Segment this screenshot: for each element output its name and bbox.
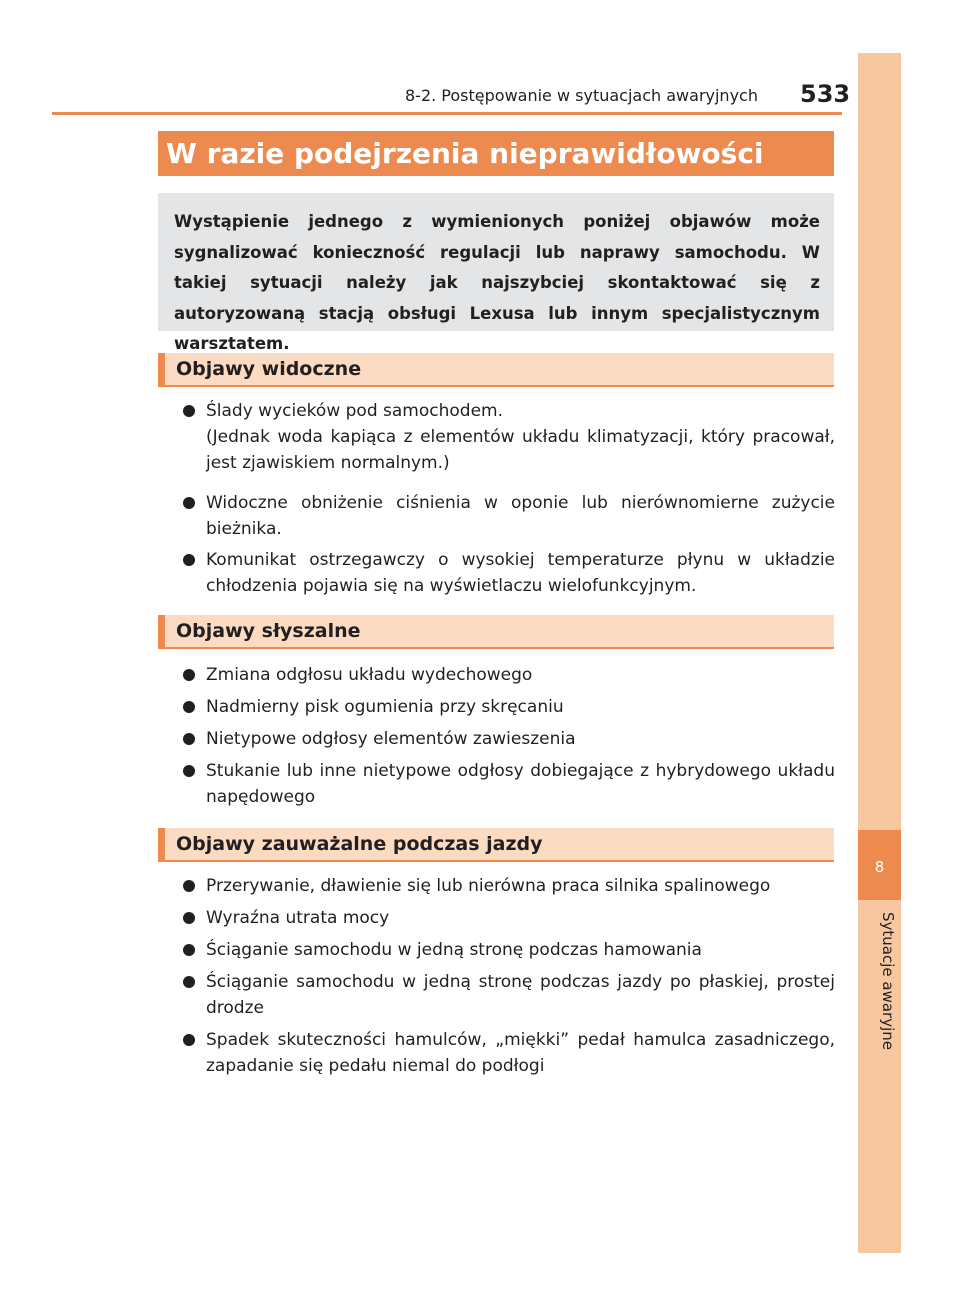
list-item-text: Ściąganie samochodu w jedną stronę podczas hamowania [206, 940, 702, 960]
list-item-text: Stukanie lub inne nietypowe odgłosy dobiegające z hybrydowego układu napędowego [206, 761, 835, 807]
bullet-icon [183, 880, 195, 892]
section-accent-bar [158, 615, 165, 647]
section-header-driving [158, 828, 834, 862]
list-item-text: Spadek skuteczności hamulców, „miękki” pedał hamulca zasadniczego, zapadanie się pedału niemal do podłogi [206, 1030, 835, 1076]
section-heading: Objawy widoczne [176, 358, 362, 380]
bullet-icon [183, 765, 195, 777]
bullet-icon [183, 554, 195, 566]
chapter-number: 8 [874, 858, 885, 876]
list-item [183, 1027, 835, 1079]
section-accent-bar [158, 353, 165, 385]
list-item-text: Komunikat ostrzegawczy o wysokiej temperaturze płynu w układzie chłodzenia pojawia się na wyświetlaczu wielofunkcyjnym. [206, 550, 835, 596]
list-item-text: Zmiana odgłosu układu wydechowego [206, 665, 533, 685]
list-item-note: (Jednak woda kapiąca z elementów układu klimatyzacji, który pracował, jest zjawiskiem normalnym.) [206, 427, 835, 473]
running-header: 8-2. Postępowanie w sytuacjach awaryjnych [405, 86, 758, 105]
list-item [183, 937, 835, 963]
bullet-icon [183, 701, 195, 713]
list-item [183, 905, 835, 931]
list-item [183, 873, 835, 899]
bullet-icon [183, 976, 195, 988]
list-item-text: Widoczne obniżenie ciśnienia w oponie lub nierównomierne zużycie bieżnika. [206, 493, 835, 539]
section-header-audible [158, 615, 834, 649]
list-item [183, 547, 835, 599]
page-title: W razie podejrzenia nieprawidłowości [158, 131, 834, 176]
section-heading: Objawy słyszalne [176, 620, 361, 642]
bullet-icon [183, 1034, 195, 1046]
section-accent-bar [158, 828, 165, 860]
chapter-label: Sytuacje awaryjne [879, 912, 897, 1050]
list-item [183, 662, 835, 688]
list-item [183, 726, 835, 752]
bullet-icon [183, 912, 195, 924]
list-item-text: Wyraźna utrata mocy [206, 908, 390, 928]
bullet-icon [183, 669, 195, 681]
list-item [183, 969, 835, 1021]
list-item-text: Nadmierny pisk ogumienia przy skręcaniu [206, 697, 564, 717]
bullet-icon [183, 944, 195, 956]
bullet-icon [183, 733, 195, 745]
list-item-text: Nietypowe odgłosy elementów zawieszenia [206, 729, 576, 749]
list-item [183, 490, 835, 542]
header-divider [52, 112, 842, 115]
section-heading: Objawy zauważalne podczas jazdy [176, 833, 543, 855]
list-item-text: Ślady wycieków pod samochodem. [206, 401, 503, 421]
page-number: 533 [800, 80, 851, 108]
chapter-number-tab[interactable] [858, 830, 901, 900]
bullet-icon [183, 497, 195, 509]
section-header-visible [158, 353, 834, 387]
list-item-text: Ściąganie samochodu w jedną stronę podczas jazdy po płaskiej, prostej drodze [206, 972, 835, 1018]
list-item [183, 758, 835, 810]
intro-text: Wystąpienie jednego z wymienionych poniżej objawów może sygnalizować konieczność regulacji lub naprawy samochodu. W takiej sytuacji należy jak najszybciej skontaktować się z autoryzowaną stacją obsługi Lexusa lub innym specjalistycznym warsztatem. [174, 212, 820, 353]
list-item-text: Przerywanie, dławienie się lub nierówna praca silnika spalinowego [206, 876, 771, 896]
side-tab-upper [858, 53, 901, 830]
bullet-icon [183, 405, 195, 417]
list-item [183, 694, 835, 720]
list-item [183, 398, 835, 476]
intro-box [158, 193, 834, 353]
